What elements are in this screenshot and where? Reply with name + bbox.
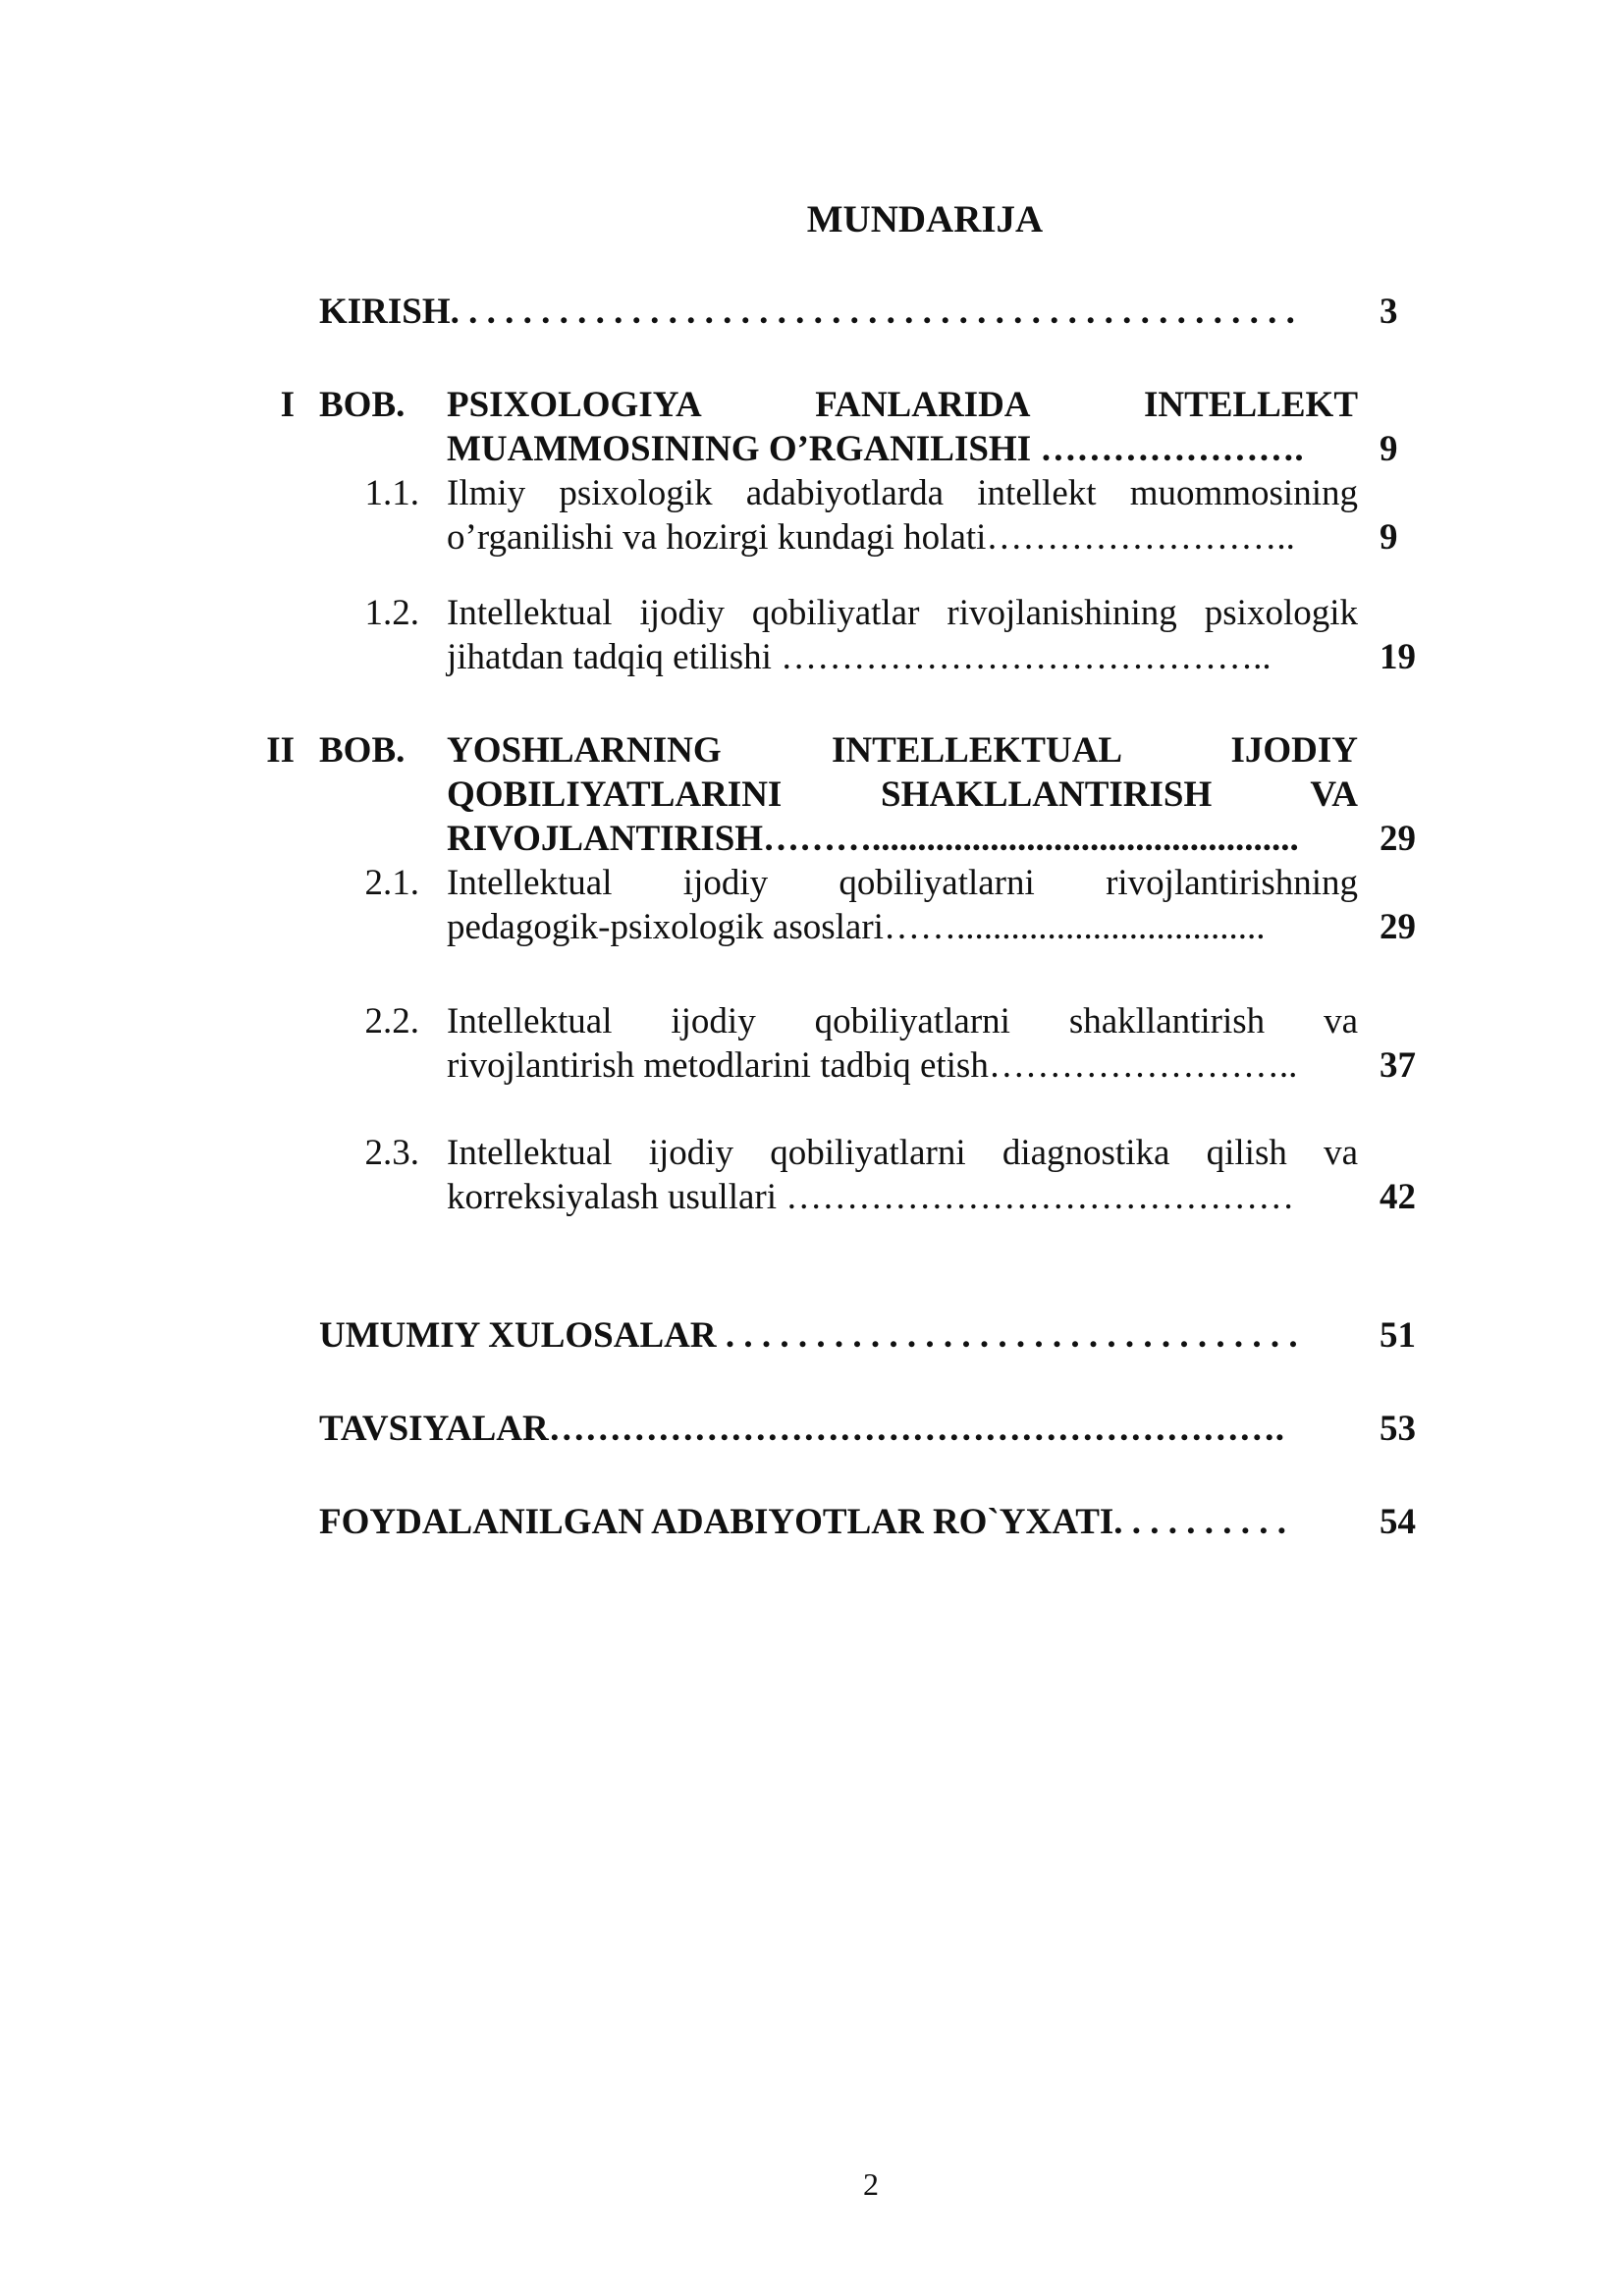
chapter-1-title-line-1: PSIXOLOGIYA FANLARIDA INTELLEKT [447,385,1358,425]
section-2-2-page: 37 [1380,1045,1416,1086]
toc-entry-conclusions: UMUMIY XULOSALAR . . . . . . . . . . . . . . . . . . . . . . . . . . . . . . . . [319,1315,1298,1356]
section-1-2-page: 19 [1380,637,1416,677]
section-2-1-page: 29 [1380,907,1416,947]
section-2-1-line-2: pedagogik-psixologik asoslari…….................................. [447,907,1266,947]
section-2-1-number: 2.1. [364,863,419,903]
toc-page-recommendations: 53 [1380,1409,1416,1449]
toc-page-intro: 3 [1380,292,1398,332]
toc-entry-intro: KIRISH. . . . . . . . . . . . . . . . . . . . . . . . . . . . . . . . . . . . . . . . . . . . . . . [319,292,1295,332]
chapter-1-title [447,383,1358,471]
chapter-2-title [447,728,1358,861]
chapter-2-title-line-3: RIVOJLANTIRISH………............................................... [447,819,1299,859]
footer-page-number: 2 [863,2166,879,2202]
section-1-2-number: 1.2. [364,593,419,633]
section-1-2-title [447,591,1358,679]
section-2-3-page: 42 [1380,1177,1416,1217]
section-2-1-title [447,861,1358,949]
chapter-2-bob: BOB. [319,730,406,771]
chapter-1-page: 9 [1380,429,1398,469]
section-2-1-line-1: Intellektual ijodiy qobiliyatlarni rivojlantirishning [447,863,1358,903]
section-2-2-line-2: rivojlantirish metodlarini tadbiq etish…………………….. [447,1045,1298,1086]
section-2-2-title [447,999,1358,1088]
section-2-3-line-1: Intellektual ijodiy qobiliyatlarni diagnostika qilish va [447,1133,1358,1173]
chapter-1-bob: BOB. [319,385,406,425]
chapter-2-roman: II [266,730,295,771]
page-title: MUNDARIJA [806,198,1044,240]
chapter-2-page: 29 [1380,819,1416,859]
chapter-1-title-line-2: MUAMMOSINING O’RGANILISHI …………………. [447,429,1304,469]
section-1-2-line-1: Intellektual ijodiy qobiliyatlar rivojlanishining psixologik [447,593,1358,633]
section-2-3-line-2: korreksiyalash usullari …………………………………… [447,1177,1295,1217]
section-1-1-title [447,471,1358,560]
section-1-1-number: 1.1. [364,473,419,513]
section-1-1-line-1: Ilmiy psixologik adabiyotlarda intellekt muommosining [447,473,1358,513]
section-2-3-number: 2.3. [364,1133,419,1173]
section-2-2-number: 2.2. [364,1001,419,1041]
section-2-2-line-1: Intellektual ijodiy qobiliyatlarni shakllantirish va [447,1001,1358,1041]
section-1-1-line-2: o’rganilishi va hozirgi kundagi holati…………………….. [447,517,1295,558]
chapter-2-title-line-1: YOSHLARNING INTELLEKTUAL IJODIY [447,730,1358,771]
toc-entry-recommendations: TAVSIYALAR……………………………………………………. [319,1409,1284,1449]
toc-entry-references: FOYDALANILGAN ADABIYOTLAR RO`YXATI. . . . . . . . . . [319,1502,1287,1542]
section-2-3-title [447,1131,1358,1219]
section-1-2-line-2: jihatdan tadqiq etilishi ………………………………….. [447,637,1272,677]
toc-page-references: 54 [1380,1502,1416,1542]
chapter-2-title-line-2: QOBILIYATLARINI SHAKLLANTIRISH VA [447,774,1358,815]
chapter-1-roman: I [280,385,295,425]
toc-page-conclusions: 51 [1380,1315,1416,1356]
section-1-1-page: 9 [1380,517,1398,558]
